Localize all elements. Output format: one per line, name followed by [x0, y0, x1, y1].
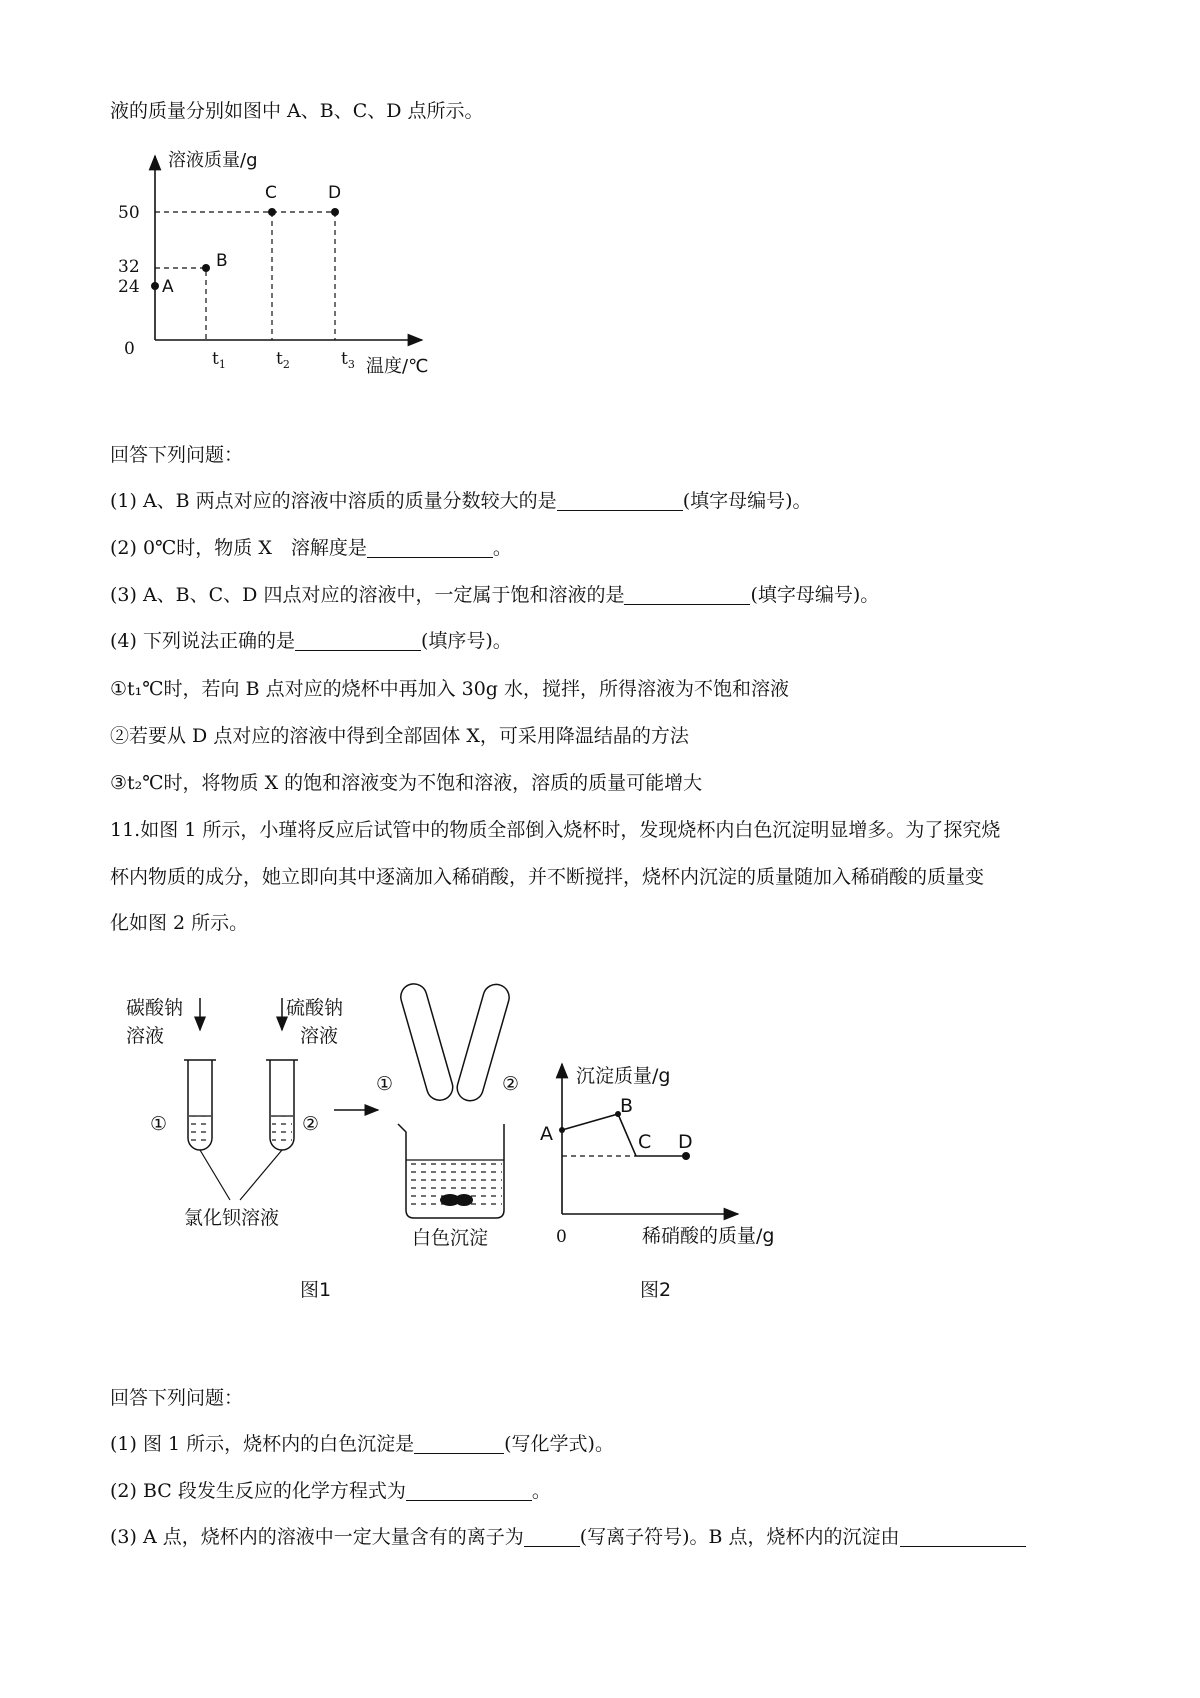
reagent-sodium-sulfate: 硫酸钠 — [286, 997, 344, 1019]
white-precipitate-label: 白色沉淀 — [412, 1227, 489, 1249]
fig2-label-a: A — [540, 1123, 553, 1145]
answer-blank[interactable] — [367, 539, 493, 558]
q10-option-3: ③t₂℃时，将物质 X 的饱和溶液变为不饱和溶液，溶质的质量可能增大 — [110, 772, 703, 794]
q11-question-3: (3) A 点，烧杯内的溶液中一定大量含有的离子为 (写离子符号)。B 点，烧杯内的沉淀由 — [110, 1522, 1026, 1549]
answer-blank[interactable] — [900, 1528, 1026, 1547]
answer-blank[interactable] — [414, 1435, 504, 1454]
x-tick-t3: $t_3$ — [341, 349, 355, 371]
tube-1-mark: ① — [150, 1113, 168, 1135]
guide-c — [155, 212, 335, 340]
tube-2-mark: ② — [302, 1113, 320, 1135]
reagent-sodium-sulfate-solution: 溶液 — [300, 1025, 339, 1047]
test-tube-1 — [184, 1060, 216, 1150]
figure-1-caption: 图1 — [300, 1279, 332, 1300]
fig2-point-a — [559, 1127, 565, 1133]
figure-2-caption: 图2 — [640, 1279, 672, 1300]
point-a-label: A — [162, 277, 174, 297]
q11-stem-line-2: 杯内物质的成分，她立即向其中逐滴加入稀硝酸，并不断搅拌，烧杯内沉淀的质量随加入稀硝酸的质量变 — [110, 866, 985, 888]
answer-blank[interactable] — [524, 1528, 580, 1547]
experiment-figure — [110, 960, 870, 1300]
q11-answer-heading: 回答下列问题： — [110, 1387, 244, 1409]
answer-blank[interactable] — [557, 492, 683, 511]
answer-blank[interactable] — [624, 586, 750, 605]
answer-blank[interactable] — [406, 1482, 532, 1501]
fig2-label-c: C — [638, 1131, 652, 1153]
y-tick-32: 32 — [118, 257, 140, 277]
q11-stem-line-3: 化如图 2 所示。 — [110, 912, 249, 934]
point-b — [202, 264, 210, 272]
x-tick-t2: $t_2$ — [276, 349, 290, 371]
q10-question-4: (4) 下列说法正确的是 (填序号)。 — [110, 630, 512, 652]
q11-stem-line-1: 11.如图 1 所示，小瑾将反应后试管中的物质全部倒入烧杯时，发现烧杯内白色沉淀明显增多。为了探究烧 — [110, 819, 1001, 841]
q10-answer-heading: 回答下列问题： — [110, 444, 244, 466]
point-d — [331, 208, 339, 216]
origin-label: 0 — [124, 339, 135, 359]
q10-question-2: (2) 0℃时，物质 X 溶解度是 。 — [110, 537, 512, 559]
point-a — [151, 282, 159, 290]
point-c — [268, 208, 276, 216]
fig2-origin: 0 — [556, 1227, 567, 1247]
pour-mark-2: ② — [502, 1073, 520, 1095]
point-d-label: D — [328, 183, 342, 203]
barium-chloride-label: 氯化钡溶液 — [184, 1207, 280, 1229]
q10-question-3: (3) A、B、C、D 四点对应的溶液中，一定属于饱和溶液的是 (填字母编号)。 — [110, 584, 880, 606]
q11-question-2: (2) BC 段发生反应的化学方程式为 。 — [110, 1480, 551, 1502]
q11-question-1: (1) 图 1 所示，烧杯内的白色沉淀是 (写化学式)。 — [110, 1433, 614, 1455]
q10-question-1: (1) A、B 两点对应的溶液中溶质的质量分数较大的是 (填字母编号)。 — [110, 490, 812, 512]
fig2-label-d: D — [678, 1131, 693, 1153]
fig2-label-b: B — [620, 1095, 634, 1117]
answer-blank[interactable] — [295, 632, 421, 651]
x-axis-label: 温度/℃ — [366, 356, 429, 377]
reagent-sodium-carbonate-solution: 溶液 — [126, 1025, 165, 1047]
test-tube-2 — [266, 1060, 298, 1150]
point-b-label: B — [216, 251, 228, 271]
intro-line: 液的质量分别如图中 A、B、C、D 点所示。 — [110, 100, 484, 122]
fig2-y-label: 沉淀质量/g — [576, 1065, 671, 1087]
point-c-label: C — [265, 183, 277, 203]
y-axis-label: 溶液质量/g — [168, 150, 258, 171]
fig2-point-d — [682, 1152, 690, 1160]
beaker — [398, 1124, 504, 1218]
poured-tube-1 — [398, 981, 456, 1104]
reagent-sodium-carbonate: 碳酸钠 — [126, 997, 184, 1019]
q10-option-2: ②若要从 D 点对应的溶液中得到全部固体 X，可采用降温结晶的方法 — [110, 725, 689, 747]
precipitate-chart — [540, 1064, 774, 1247]
fig2-curve — [562, 1114, 686, 1156]
solution-mass-chart — [110, 150, 470, 400]
pointer-lines — [200, 1150, 282, 1200]
q10-option-1: ①t₁℃时，若向 B 点对应的烧杯中再加入 30g 水，搅拌，所得溶液为不饱和溶液 — [110, 678, 790, 700]
y-tick-50: 50 — [118, 203, 140, 223]
pour-mark-1: ① — [376, 1073, 394, 1095]
y-tick-24: 24 — [118, 277, 140, 297]
fig2-x-label: 稀硝酸的质量/g — [642, 1225, 775, 1247]
x-tick-t1: $t_1$ — [212, 349, 226, 371]
